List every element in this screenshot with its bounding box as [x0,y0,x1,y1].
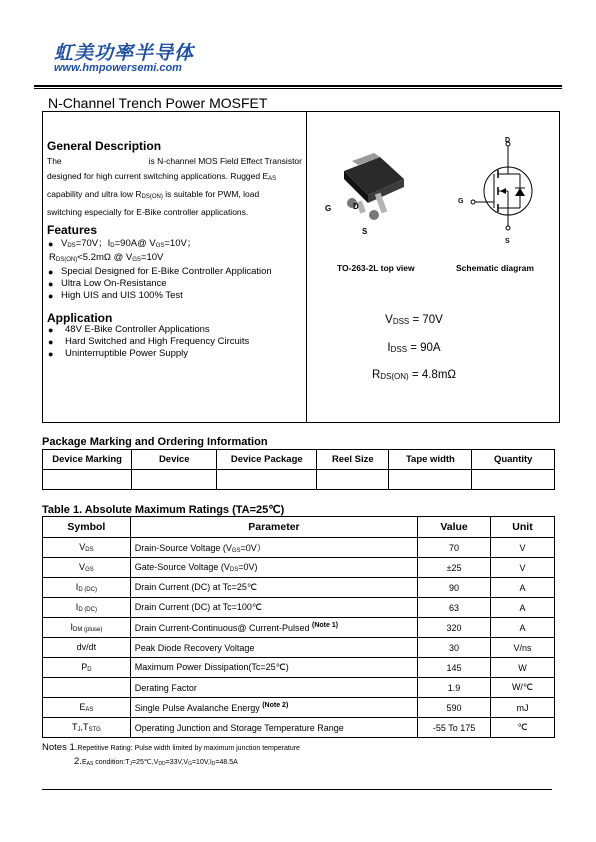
cell-unit: V [491,558,555,578]
package-caption: TO-263-2L top view [337,263,415,273]
table-row [43,598,555,618]
cell-unit: ℃ [491,718,555,738]
cell-symbol: ID (DC) [43,578,131,598]
bullet-icon: ● [48,279,54,289]
cell-symbol [43,678,131,698]
ordering-header-row [43,450,555,470]
feature-item-ratings: ● VDS=70V；ID=90A@ VGS=10V； [48,238,197,249]
cell-value: 320 [418,618,491,638]
general-description-text [47,154,302,220]
desc-line3-b: is suitable for PWM, load [162,189,260,199]
col-device-package: Device Package [217,450,317,470]
cell-unit: W/℃ [491,678,555,698]
application-item: ● 48V E-Bike Controller Applications [48,324,210,335]
table-row [43,678,555,698]
cell-value: 63 [418,598,491,618]
bullet-icon: ● [48,267,54,277]
cell-unit: W [491,658,555,678]
desc-line4: switching especially for E-Bike controller applications. [47,207,249,217]
cell-value: ±25 [418,558,491,578]
company-url: www.hmpowersemi.com [54,62,182,74]
features-list [47,238,272,302]
cell-unit: V [491,538,555,558]
cell-unit: A [491,598,555,618]
bullet-icon: ● [48,325,54,335]
cell-value: -55 To 175 [418,718,491,738]
page-title: N-Channel Trench Power MOSFET [48,95,268,111]
col-quantity: Quantity [472,450,555,470]
feature-item: ● Special Designed for E-Bike Controller Application [48,266,272,277]
cell-parameter: Operating Junction and Storage Temperature Range [130,718,417,738]
desc-line2-sub: AS [268,176,277,182]
note-1: Notes 1.Repetitive Rating: Pulse width limited by maximum junction temperature [42,742,300,753]
cell-parameter: Drain-Source Voltage (VGS=0V） [130,538,417,558]
table-row [43,470,555,490]
application-heading: Application [47,311,113,325]
cell-symbol: IDM (pluse) [43,618,131,638]
col-tape-width: Tape width [389,450,472,470]
col-unit: Unit [491,517,555,538]
table-row [43,718,555,738]
cell-symbol: VDS [43,538,131,558]
cell-symbol: TJ,TSTG [43,718,131,738]
schematic-caption: Schematic diagram [456,263,534,273]
cell-unit: V/ns [491,638,555,658]
pkg-pin-s: S [362,227,368,236]
cell-parameter: Drain Current (DC) at Tc=100℃ [130,598,417,618]
feature-item-rdson: RDS(ON)<5.2mΩ @ VGS=10V [49,252,164,263]
feature-item: ● High UIS and UIS 100% Test [48,290,183,301]
application-list [47,324,249,360]
ratings-header-row [43,517,555,538]
cell-unit: A [491,618,555,638]
application-item: ● Uninterruptible Power Supply [48,348,189,359]
sch-pin-s: S [505,238,510,245]
mosfet-schematic-icon [470,136,540,241]
desc-line1-start: The [47,156,62,166]
ordering-heading: Package Marking and Ordering Information [42,436,268,448]
sch-pin-d: D [505,137,511,144]
ratings-body [43,538,555,738]
cell-parameter: Drain Current (DC) at Tc=25℃ [130,578,417,598]
col-symbol: Symbol [43,517,131,538]
pkg-pin-d: D [353,202,359,211]
feature-item: ● Ultra Low On-Resistance [48,278,167,289]
cell-unit: A [491,578,555,598]
ratings-table [42,516,555,738]
ordering-table [42,449,555,490]
table-row [43,538,555,558]
cell-parameter: Single Pulse Avalanche Energy $^{(Note 2)}$ [130,698,417,718]
features-heading: Features [47,223,98,237]
cell-value: 145 [418,658,491,678]
general-description-heading: General Description [47,139,162,153]
footer-rule [42,789,552,790]
cell-value: 590 [418,698,491,718]
sch-pin-g: G [458,198,464,205]
desc-line3-a: capability and ultra low R [47,189,142,199]
header-rule-thin [34,88,562,89]
application-item: ● Hard Switched and High Frequency Circuits [48,336,250,347]
bullet-icon: ● [48,291,54,301]
pkg-pin-g: G [325,204,332,213]
cell-symbol: PD [43,658,131,678]
desc-line2: designed for high current switching applications. Rugged E [47,171,269,181]
col-device-marking: Device Marking [43,450,132,470]
cell-unit: mJ [491,698,555,718]
spec-idss: IDSS = 90A [387,342,441,354]
col-reel-size: Reel Size [317,450,389,470]
note-2: $2.E_{AS}$ $condition:T_J=25℃,V_{DD}=33V,V_G=10V,I_D=48.5A$ [74,756,238,767]
cell-parameter: Derating Factor [130,678,417,698]
col-parameter: Parameter [130,517,417,538]
table-row [43,658,555,678]
cell-symbol: VGS [43,558,131,578]
cell-symbol: EAS [43,698,131,718]
desc-line1-end: is N-channel MOS Field Effect Transistor [148,156,302,166]
cell-value: 70 [418,538,491,558]
cell-parameter: Maximum Power Dissipation(Tc=25℃) [130,658,417,678]
bullet-icon: ● [48,337,54,347]
ratings-heading: Table 1. Absolute Maximum Ratings (TA=25℃) [42,504,285,516]
cell-symbol: dv/dt [43,638,131,658]
cell-value: 90 [418,578,491,598]
header-rule [34,85,562,87]
desc-line3-sub: DS(ON) [141,194,163,200]
cell-parameter: Drain Current-Continuous@ Current-Pulsed $^{(Note 1)}$ [130,618,417,638]
cell-parameter: Gate-Source Voltage (VDS=0V) [130,558,417,578]
table-row [43,698,555,718]
table-row [43,558,555,578]
cell-value: 30 [418,638,491,658]
cell-symbol: ID (DC) [43,598,131,618]
col-device: Device [132,450,217,470]
cell-parameter: Peak Diode Recovery Voltage [130,638,417,658]
table-row [43,618,555,638]
spec-rdson: RDS(ON) = 4.8mΩ [371,369,457,381]
bullet-icon: ● [48,239,54,249]
table-row [43,638,555,658]
cell-value: 1.9 [418,678,491,698]
overview-divider [306,111,307,423]
package-image [322,143,422,240]
table-row [43,578,555,598]
company-logo-text: 虹美功率半导体 [54,42,195,64]
col-value: Value [418,517,491,538]
spec-vdss: VDSS = 70V [385,314,443,326]
bullet-icon: ● [48,349,54,359]
